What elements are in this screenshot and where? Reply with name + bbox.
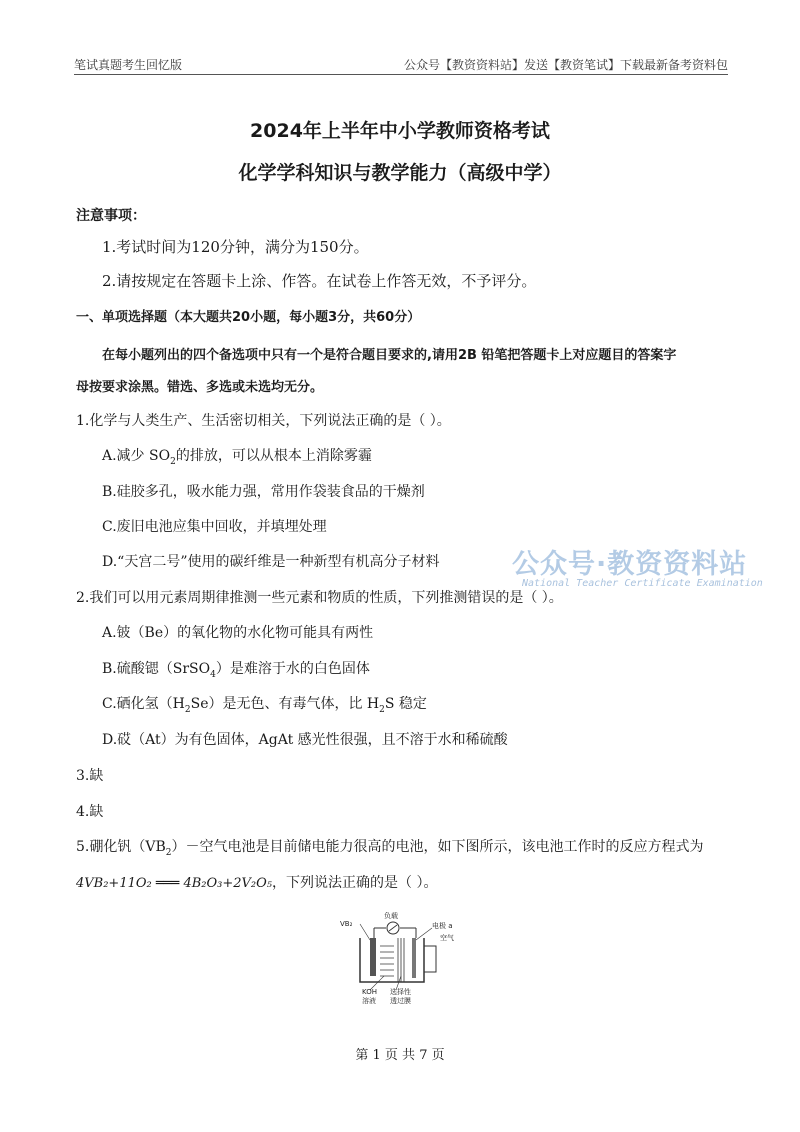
section-instruction-2: 母按要求涂黑。错选、多选或未选均无分。: [76, 380, 324, 395]
header-left: 笔试真题考生回忆版: [74, 58, 183, 72]
q5-equation: 4VB₂+11O₂ ═══ 4B₂O₃+2V₂O₅，下列说法正确的是（ ）。: [76, 875, 438, 891]
label-air: 空气: [440, 934, 454, 942]
label-membrane: 透过膜: [390, 997, 411, 1005]
watermark-cn: 公众号·教资资料站: [512, 549, 748, 580]
section-heading: 一、单项选择题（本大题共20小题，每小题3分，共60分）: [76, 310, 421, 325]
electrode-a: [412, 938, 416, 978]
vb2-electrode: [370, 938, 376, 976]
q2-option-d: D.砹（At）为有色固体，AgAt 感光性很强，且不溶于水和稀硫酸: [102, 732, 508, 748]
page-footer: 第 1 页 共 7 页: [355, 1048, 445, 1063]
section-instruction-1: 在每小题列出的四个备选项中只有一个是符合题目要求的,请用2B 铅笔把答题卡上对应题目的答案字: [102, 348, 677, 363]
header-right: 公众号【教资资料站】发送【教资笔试】下载最新备考资料包: [403, 58, 728, 72]
label-solution: 溶液: [362, 997, 376, 1005]
subject-title: 化学学科知识与教学能力（高级中学）: [238, 162, 562, 184]
q1-option-a: A.减少 $SO_2$的排放，可以从根本上消除雾霾: [102, 448, 372, 467]
label-vb2: VB₂: [340, 920, 353, 928]
q5-stem: 5.硼化钒$(VB_2)-$空气电池是目前储电能力很高的电池，如下图所示，该电池工作时的反应方程式为: [76, 839, 704, 858]
notes-heading: 注意事项：: [76, 208, 146, 224]
exam-title: 2024年上半年中小学教师资格考试: [250, 120, 550, 142]
battery-diagram-svg: [340, 910, 470, 1006]
q1-option-c: C.废旧电池应集中回收，并填埋处理: [102, 519, 327, 535]
note-item-1: 1.考试时间为120分钟，满分为150分。: [102, 238, 369, 256]
q1-stem: 1.化学与人类生产、生活密切相关，下列说法正确的是（ ）。: [76, 413, 451, 429]
q1-option-b: B.硅胶多孔，吸水能力强，常用作袋装食品的干燥剂: [102, 484, 425, 500]
q3-missing: 3.缺: [76, 768, 104, 784]
q4-missing: 4.缺: [76, 804, 104, 820]
q2-option-c: C.硒化氢$(H_2Se)$是无色、有毒气体，比 $H_2S$ 稳定: [102, 696, 427, 715]
battery-diagram: [340, 910, 470, 1006]
label-selective: 选择性: [390, 988, 411, 996]
q2-option-a: A.铍（Be）的氧化物的水化物可能具有两性: [102, 625, 374, 641]
watermark-en: National Teacher Certificate Examination: [522, 578, 763, 589]
q1-option-d: D.“天宫二号”使用的碳纤维是一种新型有机高分子材料: [102, 554, 440, 570]
note-item-2: 2.请按规定在答题卡上涂、作答。在试卷上作答无效，不予评分。: [102, 272, 537, 290]
q2-stem: 2.我们可以用元素周期律推测一些元素和物质的性质，下列推测错误的是（ ）。: [76, 590, 563, 606]
label-electrode: 电极 a: [432, 922, 453, 930]
label-load: 负载: [384, 912, 398, 920]
page-header: [74, 56, 728, 75]
q2-option-b: B.硫酸锶（SrSO$_4$）是难溶于水的白色固体: [102, 661, 370, 680]
label-koh: KOH: [362, 988, 377, 996]
